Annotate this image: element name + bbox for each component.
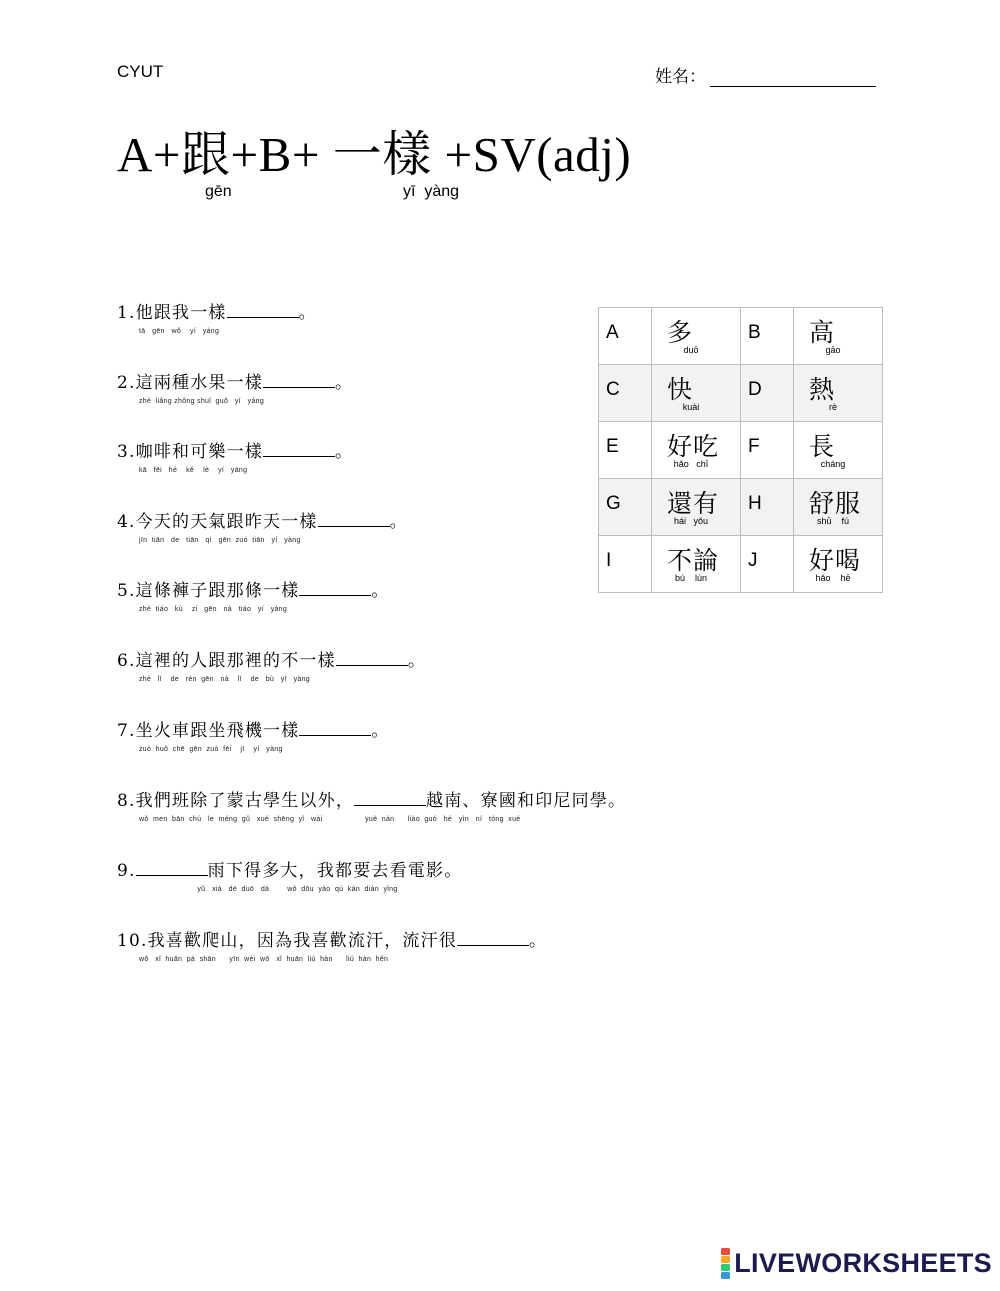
word-bank-row bbox=[599, 422, 883, 479]
option-hanzi: 長 bbox=[809, 432, 836, 461]
option-pinyin: hǎo hē bbox=[815, 573, 851, 583]
question-pinyin: jīn tiān de tiān qì gēn zuó tiān yí yàng bbox=[139, 537, 301, 544]
answer-blank[interactable] bbox=[336, 650, 408, 666]
question-1 bbox=[117, 302, 317, 335]
answer-blank[interactable] bbox=[318, 511, 390, 527]
question-text: 10.我喜歡爬山，因為我喜歡流汗，流汗很 bbox=[117, 931, 458, 951]
answer-blank[interactable] bbox=[457, 930, 529, 946]
option-word bbox=[794, 422, 883, 479]
title-pinyin-gen: gēn bbox=[205, 183, 232, 200]
option-word bbox=[794, 308, 883, 365]
logo-mark-icon bbox=[721, 1248, 730, 1279]
option-pinyin: hǎo chī bbox=[673, 459, 709, 469]
question-5 bbox=[117, 580, 390, 613]
word-bank-row bbox=[599, 365, 883, 422]
question-text: 5.這條褲子跟那條一樣 bbox=[117, 581, 300, 601]
question-text-end: 。 bbox=[389, 512, 408, 532]
question-pinyin: yǔ xià dé duō dà wǒ dōu yào qù kàn diàn yǐng bbox=[139, 886, 398, 893]
option-word bbox=[652, 536, 741, 593]
question-text: 8.我們班除了蒙古學生以外， bbox=[117, 791, 355, 811]
class-label: CYUT bbox=[117, 62, 164, 81]
option-hanzi: 熱 bbox=[809, 375, 836, 404]
option-pinyin: hái yǒu bbox=[673, 516, 709, 526]
option-word bbox=[652, 422, 741, 479]
option-letter: J bbox=[741, 536, 794, 593]
question-text-end: 。 bbox=[335, 442, 354, 462]
question-10 bbox=[117, 930, 547, 963]
option-hanzi: 多 bbox=[667, 318, 694, 347]
question-8 bbox=[117, 790, 626, 823]
question-4 bbox=[117, 511, 408, 544]
option-hanzi: 不論 bbox=[667, 546, 720, 575]
logo-mark-block bbox=[721, 1264, 730, 1271]
question-text-end: 。 bbox=[298, 303, 317, 323]
answer-blank[interactable] bbox=[227, 302, 299, 318]
option-letter: I bbox=[599, 536, 652, 593]
question-3 bbox=[117, 441, 353, 474]
question-pinyin: kā fēi hé kě lè yí yàng bbox=[139, 467, 248, 474]
option-hanzi: 高 bbox=[809, 318, 836, 347]
word-bank-row bbox=[599, 536, 883, 593]
answer-blank[interactable] bbox=[136, 860, 208, 876]
page-title: A+跟+B+ 一樣 +SV(adj) bbox=[117, 127, 632, 182]
question-text-end: 雨下得多大，我都要去看電影。 bbox=[207, 861, 463, 881]
option-word bbox=[652, 308, 741, 365]
option-pinyin: duō bbox=[683, 345, 699, 355]
option-hanzi: 還有 bbox=[667, 489, 720, 518]
question-pinyin: tā gēn wǒ yí yàng bbox=[139, 328, 220, 335]
word-bank-row bbox=[599, 308, 883, 365]
question-2 bbox=[117, 372, 353, 405]
name-label: 姓名： bbox=[655, 67, 706, 86]
logo-mark-block bbox=[721, 1256, 730, 1263]
question-text-end: 。 bbox=[335, 373, 354, 393]
question-text: 3.咖啡和可樂一樣 bbox=[117, 442, 264, 462]
option-word bbox=[794, 536, 883, 593]
title-pinyin-yiyang: yī yàng bbox=[403, 183, 460, 200]
option-word bbox=[794, 365, 883, 422]
question-text-end: 越南、寮國和印尼同學。 bbox=[426, 791, 627, 811]
question-text: 9. bbox=[117, 861, 136, 881]
question-text: 4.今天的天氣跟昨天一樣 bbox=[117, 512, 318, 532]
question-pinyin: zhè liǎng zhǒng shuǐ guǒ yí yàng bbox=[139, 398, 265, 405]
logo-mark-block bbox=[721, 1272, 730, 1279]
question-9 bbox=[117, 860, 462, 893]
question-text-end: 。 bbox=[407, 651, 427, 671]
option-word bbox=[794, 479, 883, 536]
option-hanzi: 好喝 bbox=[809, 546, 862, 575]
question-text: 2.這兩種水果一樣 bbox=[117, 373, 264, 393]
option-pinyin: rè bbox=[828, 402, 837, 412]
option-word bbox=[652, 365, 741, 422]
logo-text: LIVEWORKSHEETS bbox=[734, 1248, 992, 1278]
logo-mark-block bbox=[721, 1248, 730, 1255]
answer-blank[interactable] bbox=[299, 580, 371, 596]
option-letter: C bbox=[599, 365, 652, 422]
question-pinyin: zhè tiáo kù zi gēn nà tiáo yí yàng bbox=[139, 606, 288, 613]
question-text-end: 。 bbox=[371, 581, 390, 601]
question-7 bbox=[117, 720, 390, 753]
question-pinyin: wǒ men bān chú le méng gǔ xué shēng yǐ wài yuè nán liáo guó hé yìn ní tóng xué bbox=[139, 816, 521, 823]
word-bank-row bbox=[599, 479, 883, 536]
answer-blank[interactable] bbox=[299, 720, 371, 736]
option-letter: D bbox=[741, 365, 794, 422]
option-pinyin: shū fú bbox=[816, 516, 850, 526]
answer-blank[interactable] bbox=[354, 790, 426, 806]
question-6 bbox=[117, 650, 426, 683]
name-input-line[interactable] bbox=[710, 72, 876, 87]
option-pinyin: bú lùn bbox=[674, 573, 708, 583]
question-pinyin: wǒ xǐ huān pá shān yīn wèi wǒ xǐ huān liú hàn liú hàn hěn bbox=[139, 956, 389, 963]
answer-blank[interactable] bbox=[263, 441, 335, 457]
question-text: 7.坐火車跟坐飛機一樣 bbox=[117, 721, 300, 741]
question-pinyin: zhè lǐ de rén gēn nà lǐ de bù yī yàng bbox=[139, 676, 311, 683]
option-pinyin: gāo bbox=[825, 345, 841, 355]
word-bank-table bbox=[598, 307, 883, 593]
question-text-end: 。 bbox=[371, 721, 390, 741]
option-hanzi: 好吃 bbox=[667, 432, 720, 461]
option-pinyin: cháng bbox=[820, 459, 846, 469]
option-letter: F bbox=[741, 422, 794, 479]
question-text-end: 。 bbox=[529, 931, 548, 951]
option-pinyin: kuài bbox=[682, 402, 700, 412]
option-letter: A bbox=[599, 308, 652, 365]
option-letter: E bbox=[599, 422, 652, 479]
option-letter: G bbox=[599, 479, 652, 536]
option-word bbox=[652, 479, 741, 536]
option-hanzi: 快 bbox=[667, 375, 694, 404]
question-text: 1.他跟我一樣 bbox=[117, 303, 227, 323]
option-letter: B bbox=[741, 308, 794, 365]
question-pinyin: zuò huǒ chē gēn zuò fēi jī yí yàng bbox=[139, 746, 283, 753]
liveworksheets-logo[interactable] bbox=[721, 1248, 992, 1279]
answer-blank[interactable] bbox=[263, 372, 335, 388]
option-letter: H bbox=[741, 479, 794, 536]
name-field bbox=[655, 62, 876, 87]
option-hanzi: 舒服 bbox=[809, 489, 862, 518]
question-text: 6.這裡的人跟那裡的不一樣 bbox=[117, 651, 336, 671]
